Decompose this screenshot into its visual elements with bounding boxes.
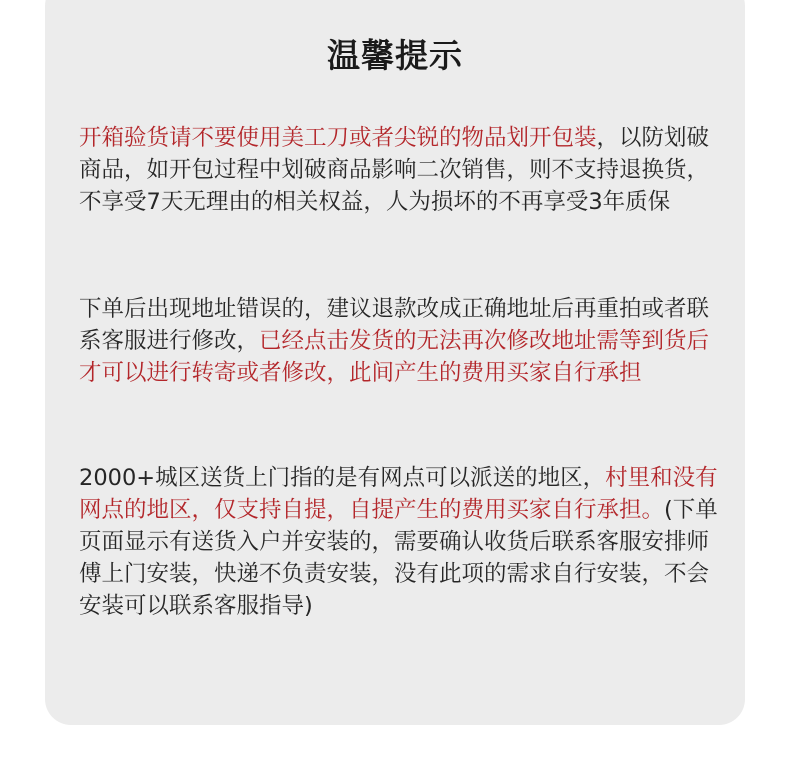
notice-delivery (79, 462, 729, 622)
notice-title: 温馨提示 (327, 36, 463, 75)
unboxing-warning: 开箱验货请不要使用美工刀或者尖锐的物品划开包装 (79, 125, 597, 151)
delivery-installation-note: (下单页面显示有送货入户并安装的，需要确认收货后联系客服安排师傅上门安装，快递不负责安装，没有此项的需求自行安装，不会安装可以联系客服指导) (79, 497, 718, 619)
delivery-scope: 2000+城区送货上门指的是有网点可以派送的地区， (79, 465, 606, 491)
notice-unboxing (79, 122, 729, 218)
notice-address (79, 293, 729, 389)
unboxing-policy: ，以防划破商品，如开包过程中划破商品影响二次销售，则不支持退换货，不享受7天无理由的相关权益，人为损坏的不再享受3年质保 (79, 125, 710, 215)
address-warning: 已经点击发货的无法再次修改地址需等到货后才可以进行转寄或者修改，此间产生的费用买家自行承担 (79, 328, 710, 386)
delivery-pickup-warning: 村里和没有网点的地区，仅支持自提，自提产生的费用买家自行承担。 (79, 465, 718, 523)
address-advice: 下单后出现地址错误的，建议退款改成正确地址后再重拍或者联系客服进行修改， (79, 296, 710, 354)
